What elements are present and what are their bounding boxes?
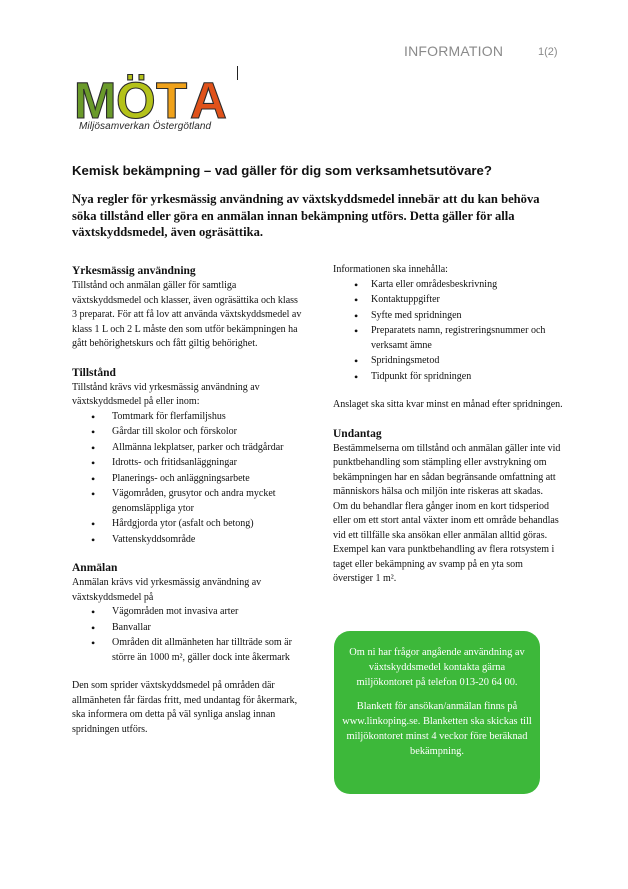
yrkesmassig-text: Tillstånd och anmälan gäller för samtliga växtskyddsmedel och klasser, även ogräsättika och klass 3 preparat. För att få lov att använda växtskyddsmedel av klass 1 L och 2 L måste den som utför bekämpningen ha gått behörighetskurs och fått giltig behörighet. [72,280,302,349]
tillstand-text: Tillstånd krävs vid yrkesmässig användning av växtskyddsmedel på eller inom: [72,381,260,407]
list-item: • Allmänna lekplatser, parker och trädgårdar [72,441,302,456]
right-column [333,263,563,587]
list-item: • Spridningsmetod [333,354,563,369]
list-item: • Kontaktuppgifter [333,293,563,308]
info-list [333,278,563,385]
heading-anmalan: Anmälan [72,562,118,574]
list-item: • Idrotts- och fritidsanläggningar [72,456,302,471]
list-item: • Planerings- och anläggningsarbete [72,472,302,487]
logo-letter-a: A [190,72,227,126]
undantag-text-1: Bestämmelserna om tillstånd och anmälan gäller inte vid punktbehandling som stämpling eller avstrykning om bekämpningen har en sådan begränsande omfattning att människors hälsa och miljön inte riskeras att skadas. [333,442,561,497]
logo-letter-o: Ö [116,72,156,126]
contact-text: Om ni har frågor angående användning av växtskyddsmedel kontakta gärna miljökontoret på telefon 013-20 64 00. [349,647,525,689]
form-info-text: Blankett för ansökan/anmälan finns på www.linkoping.se. Blanketten ska skickas till miljökontoret minst 4 veckor före beräknad bekämpning. [342,700,532,758]
list-item: • Gårdar till skolor och förskolor [72,425,302,440]
left-column [72,264,302,737]
heading-yrkesmassig: Yrkesmässig användning [72,265,196,277]
list-item: • Karta eller områdesbeskrivning [333,278,563,293]
heading-undantag: Undantag [333,427,382,440]
list-item: • Tomtmark för flerfamiljshus [72,410,302,425]
header-label: INFORMATION [404,43,504,59]
anmalan-list [72,605,302,665]
list-item: • Tidpunkt för spridningen [333,370,563,385]
info-intro: Informationen ska innehålla: [333,264,448,275]
document-title: Kemisk bekämpning – vad gäller för dig som verksamhetsutövare? [72,163,492,178]
contact-info-box [334,631,540,794]
logo-letter-m: M [74,72,117,126]
closing-paragraph: Den som sprider växtskyddsmedel på områden där allmänheten får färdas fritt, med undantag för åkermark, ska informera om detta på väl synliga anslag innan spridningen utförs. [72,680,298,735]
list-item: • Banvallar [72,621,302,636]
list-item: • Vägområden mot invasiva arter [72,605,302,620]
heading-tillstand: Tillstånd [72,366,116,379]
list-item: • Vägområden, grusytor och andra mycket genomsläppliga ytor [72,487,302,516]
list-item: • Syfte med spridningen [333,309,563,324]
list-item: • Områden dit allmänheten har tillträde som är större än 1000 m², gäller dock inte åkermark [72,636,302,665]
intro-paragraph: Nya regler för yrkesmässig användning av växtskyddsmedel innebär att du kan behöva söka tillstånd eller göra en anmälan innan bekämpning utförs. Detta gäller för alla växtskyddsmedel, även ogräsättika. [72,192,540,239]
undantag-text-2: Om du behandlar flera gånger inom en kort tidsperiod eller om ett stort antal växter inom ett område behandlas vid ett tillfälle ska ansökan eller anmälan alltid göras. Exempel kan vara punktbehandling av flera rotsystem i taget eller bekämpning av svamp på en yta som överstiger 1 m². [333,500,559,584]
page-number: 1(2) [538,46,558,58]
list-item: • Hårdgjorda ytor (asfalt och betong) [72,517,302,532]
anslag-text: Anslaget ska sitta kvar minst en månad efter spridningen. [333,399,563,410]
list-item: • Vattenskyddsområde [72,533,302,548]
logo-subtitle: Miljösamverkan Östergötland [79,121,212,132]
anmalan-text: Anmälan krävs vid yrkesmässig användning av växtskyddsmedel på [72,577,262,603]
logo-letter-t: T [156,72,188,126]
list-item: • Preparatets namn, registreringsnummer och verksamt ämne [333,324,563,353]
tillstand-list [72,410,302,548]
